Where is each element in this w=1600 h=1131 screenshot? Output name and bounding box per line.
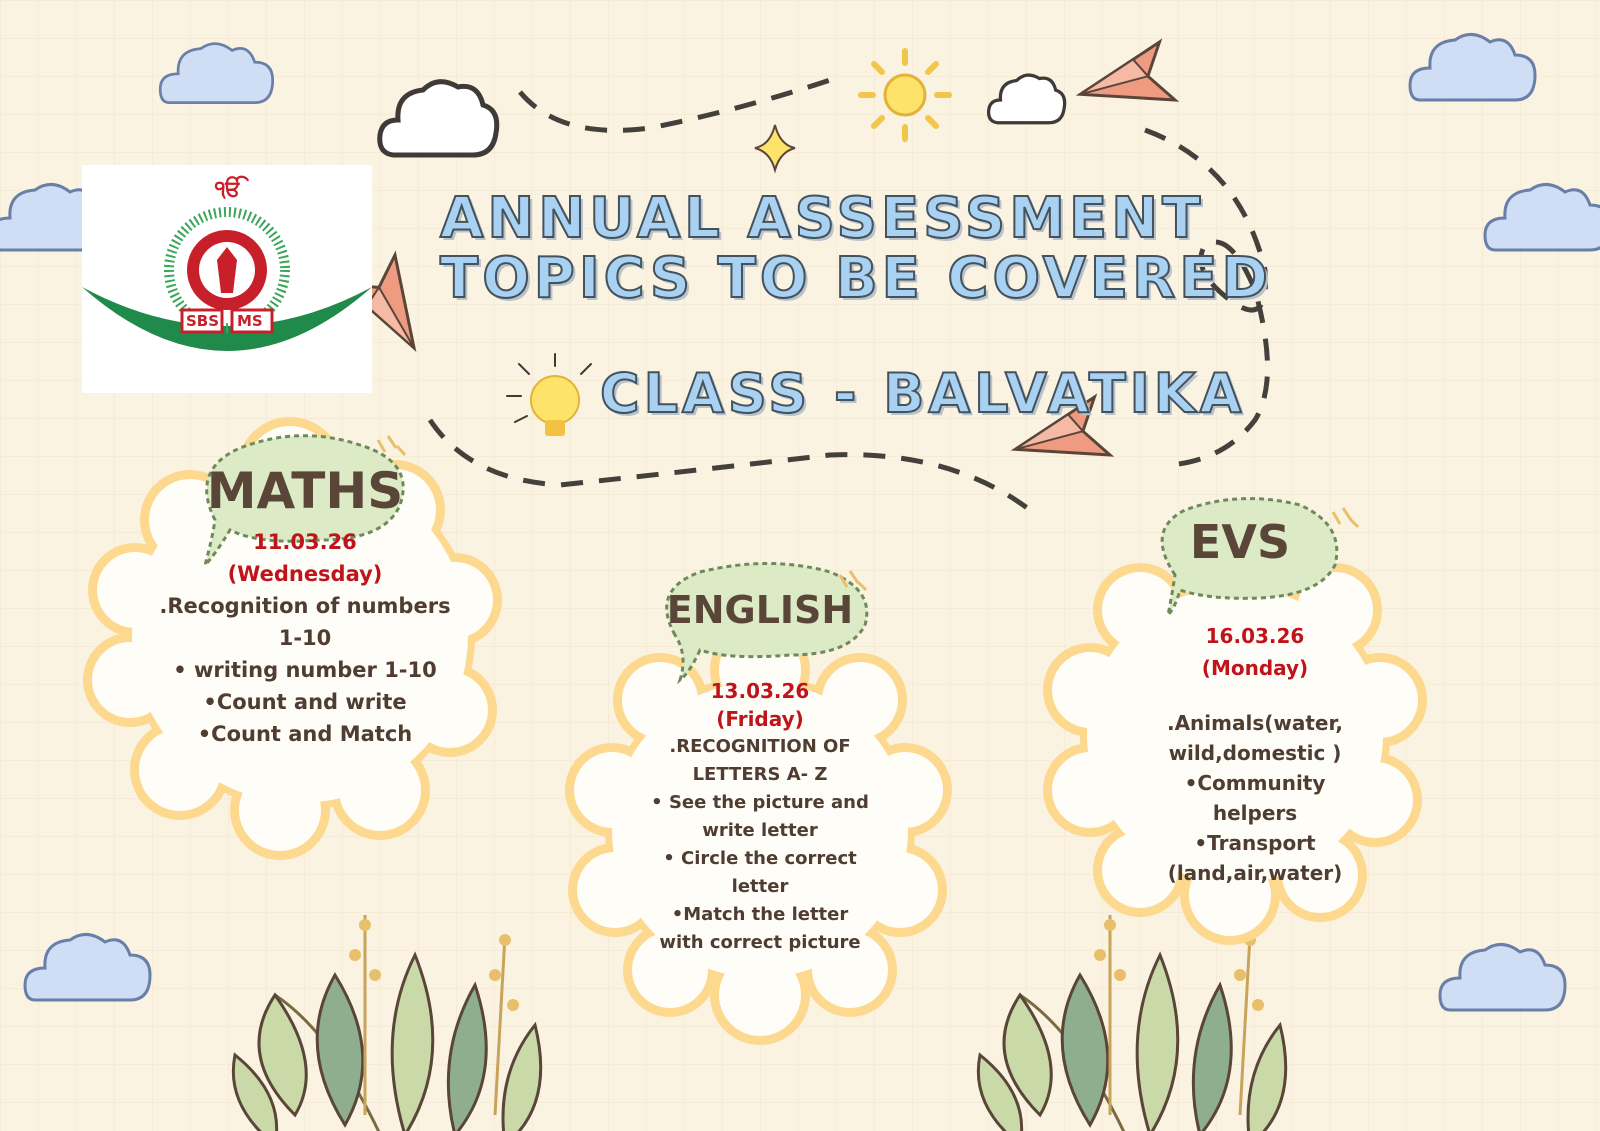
evs-topics xyxy=(1120,708,1390,888)
cloud-icon xyxy=(1485,184,1600,250)
maths-details xyxy=(145,526,465,750)
evs-date: 16.03.26 xyxy=(1205,624,1305,648)
english-topic: with correct picture xyxy=(659,932,861,953)
english-date: 13.03.26 xyxy=(710,679,810,703)
maths-topic: •Count and write xyxy=(203,690,407,714)
logo-badge-left: SBS xyxy=(186,312,220,330)
english-topic: • Circle the correct xyxy=(663,848,857,869)
logo-badge-right: MS xyxy=(237,312,263,330)
maths-day: (Wednesday) xyxy=(227,562,383,586)
evs-topic: .Animals(water, xyxy=(1166,711,1344,735)
evs-topic: (land,air,water) xyxy=(1167,861,1343,885)
english-topic: • See the picture and xyxy=(651,792,869,813)
maths-topic: •Count and Match xyxy=(197,722,413,746)
dashed-flight-path xyxy=(520,80,830,130)
english-topic: •Match the letter xyxy=(671,904,849,925)
cloud-icon xyxy=(1410,34,1535,100)
cloud-icon xyxy=(989,75,1065,123)
title-line-1: ANNUAL ASSESSMENT xyxy=(440,186,1205,251)
english-details xyxy=(620,677,900,957)
maths-date: 11.03.26 xyxy=(253,530,357,554)
cloud-icon xyxy=(25,934,150,1000)
maths-topic: .Recognition of numbers xyxy=(159,594,451,618)
evs-day: (Monday) xyxy=(1201,656,1309,680)
evs-date-block xyxy=(1120,620,1390,684)
english-title: ENGLISH xyxy=(666,588,854,632)
sparkle-icon xyxy=(755,125,795,170)
evs-title: EVS xyxy=(1189,515,1291,569)
cloud-icon xyxy=(1440,944,1565,1010)
evs-topic: •Transport xyxy=(1194,831,1316,855)
maths-title: MATHS xyxy=(206,462,404,520)
english-topic: write letter xyxy=(702,820,818,841)
logo-symbol: ੴ xyxy=(215,177,242,202)
leaf-plant-icon xyxy=(978,915,1285,1131)
english-day: (Friday) xyxy=(716,707,804,731)
school-logo xyxy=(82,165,372,393)
maths-topic: • writing number 1-10 xyxy=(173,658,437,682)
english-topic: .RECOGNITION OF xyxy=(669,736,851,757)
evs-topic: helpers xyxy=(1212,801,1298,825)
class-label: CLASS - BALVATIKA xyxy=(600,362,1246,425)
cloud-icon xyxy=(380,82,497,155)
english-topic: LETTERS A- Z xyxy=(692,764,828,785)
evs-topic: wild,domestic ) xyxy=(1168,741,1342,765)
sun-icon xyxy=(861,51,949,139)
leaf-plant-icon xyxy=(233,915,540,1131)
title-line-2: TOPICS TO BE COVERED xyxy=(440,246,1273,311)
english-topic: letter xyxy=(731,876,789,897)
paper-plane-icon xyxy=(1073,42,1175,123)
evs-topic: •Community xyxy=(1184,771,1326,795)
cloud-icon xyxy=(160,44,273,103)
light-bulb-icon xyxy=(507,354,591,436)
maths-topic: 1-10 xyxy=(278,626,332,650)
